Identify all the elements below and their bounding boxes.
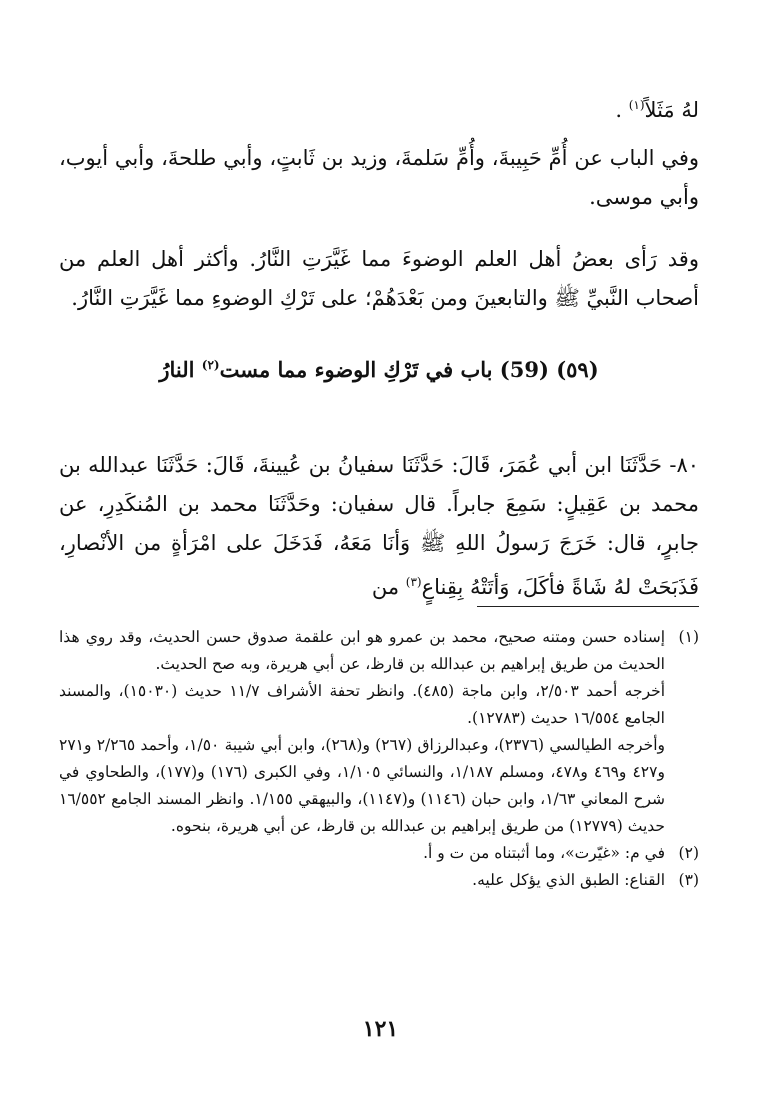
footnote-1-number: (١) [678, 628, 699, 646]
chapter-heading-text: (٥٩) (59) باب في تَرْكِ الوضوء مما مست [219, 357, 599, 382]
footnote-1 [59, 624, 699, 678]
opening-line [59, 86, 699, 130]
footnote-1-more-sources: وأخرجه الطيالسي (٢٣٧٦)، وعبدالرزاق (٢٦٧) و(٢٦٨)، وابن أبي شيبة ١/٥٠، وأحمد ٢/٢٦٥ و٢٧١ و٤٢٧ و٤٦٩ و٤٧٨، ومسلم ١/١٨٧، والنسائي ١/١٠٥، وفي الكبرى (١٧٦) و(١٧٧)، والطحاوي في شرح المعاني ١/٦٣، وابن حبان (١١٤٦) و(١١٤٧)، والبيهقي ١/١٥٥. وانظر المسند الجامع ١٦/٥٥٢ حديث (١٢٧٧٩) من طريق إبراهيم بن عبدالله بن قارظ، عن أبي هريرة، بنحوه. [59, 736, 665, 835]
footnote-1-text: إسناده حسن ومتنه صحيح، محمد بن عمرو هو ابن علقمة صدوق حسن الحديث، وقد روي هذا الحديث من طريق إبراهيم بن عبدالله بن قارظ، عن أبي هريرة، وبه صح الحديث. [59, 628, 665, 673]
footnote-2 [59, 840, 699, 867]
hadith-80-end: من [371, 575, 406, 599]
opening-end: . [615, 98, 629, 122]
page-number: ١٢١ [362, 1016, 399, 1042]
hadith-80-text: ٨٠- حَدَّثَنَا ابن أبي عُمَرَ، قَالَ: حَدَّثَنَا سفيانُ بن عُيينةَ، قَالَ: حَدَّثَنَا عبدالله بن محمد بن عَقِيلٍ: سَمِعَ جابراً. قال سفيان: وحَدَّثَنَا محمد بن المُنكَدِرِ، عن جابرٍ، قال: خَرَجَ رَسولُ اللهِ ﷺ وَأنَا مَعَهُ، فَدَخَلَ على امْرَأةٍ من الأنْصارِ، فَذَبَحَتْ لهُ شَاةً فأكَلَ، وَأتَتْهُ بِقِناعٍ [59, 453, 700, 599]
footnote-2-number: (٢) [678, 844, 699, 862]
paragraph-scholars-opinion: وقد رَأى بعضُ أهل العلم الوضوءَ مما غَيَّرَتِ النَّارُ. وأكثر أهل العلم من أصحاب النَّبيِّ ﷺ والتابعينَ ومن بَعْدَهُمْ؛ على تَرْكِ الوضوءِ مما غَيَّرَتِ النَّارُ. [59, 247, 699, 310]
chapter-heading [59, 357, 699, 382]
opening-text: لهُ مَثَلاً [644, 98, 699, 122]
paragraph-in-the-chapter: وفي الباب عن أُمِّ حَبِيبةَ، وأُمِّ سَلمةَ، وزيد بن ثَابتٍ، وأبي طلحةَ، وأبي أيوب، وأبي موسى. [59, 146, 699, 209]
footnote-3-number: (٣) [678, 871, 699, 889]
footnote-divider [477, 606, 699, 607]
footnote-ref-1: (١) [628, 98, 645, 112]
footnote-3 [59, 867, 699, 894]
footnote-2-text: في م: «غيّرت»، وما أثبتناه من ت و أ. [423, 844, 665, 862]
footnote-ref-2: (٢) [201, 358, 220, 372]
footnote-3-text: القناع: الطبق الذي يؤكل عليه. [472, 871, 665, 889]
footnote-ref-3: (٣) [405, 575, 422, 589]
footnotes [59, 624, 699, 894]
chapter-heading-end: النارُ [159, 357, 202, 382]
hadith-80 [59, 446, 699, 607]
footnote-1-sources: أخرجه أحمد ٢/٥٠٣، وابن ماجة (٤٨٥). وانظر تحفة الأشراف ١١/٧ حديث (١٥٠٣٠)، والمسند الجامع ١٦/٥٥٤ حديث (١٢٧٨٣). [59, 682, 666, 727]
